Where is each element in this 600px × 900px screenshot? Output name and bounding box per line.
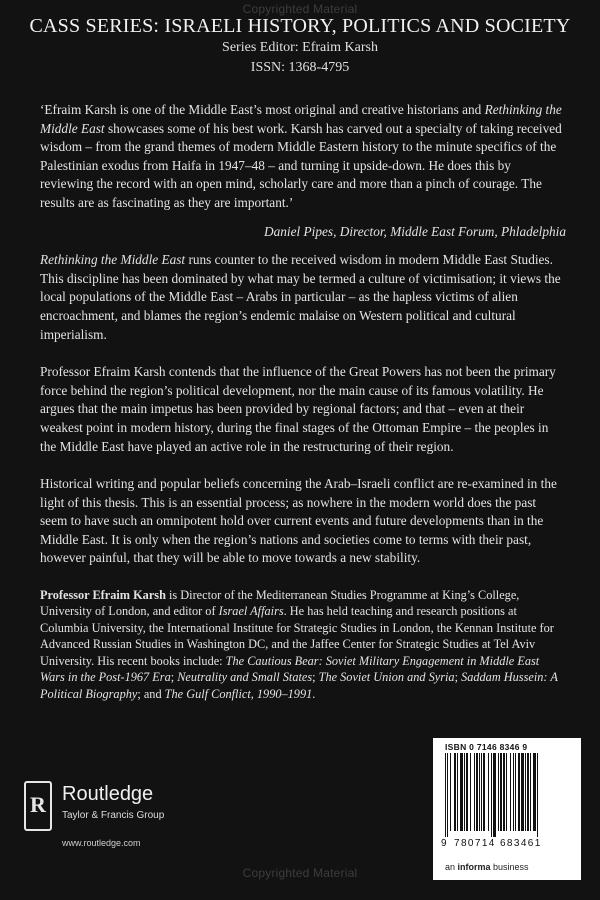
description-paragraph-1	[40, 251, 566, 344]
author-book-1: The Cautious Bear: Soviet Military Engagement in Middle East Wars in the Post-1967 Era	[40, 653, 540, 685]
barcode-bar	[503, 753, 505, 831]
informa-prefix: an	[445, 862, 458, 872]
quote-attribution: Daniel Pipes, Director, Middle East Forum, Phladelphia	[264, 223, 566, 239]
book-separator: ;	[454, 670, 462, 685]
barcode-bar	[498, 753, 499, 831]
bio-end: .	[312, 686, 316, 701]
para1-book-title: Rethinking the Middle East	[40, 252, 186, 268]
barcode-bar	[515, 753, 516, 831]
publisher-block	[24, 781, 324, 848]
barcode-bar	[466, 753, 468, 831]
author-journal: Israel Affairs	[218, 604, 284, 619]
back-cover-text	[40, 101, 566, 702]
barcode-bar	[470, 753, 471, 831]
informa-name: informa	[457, 862, 491, 872]
logo-letter: R	[30, 792, 46, 817]
barcode-bar	[464, 753, 465, 831]
barcode-bar	[488, 753, 489, 831]
barcode-bar	[527, 753, 529, 831]
watermark-bottom: Copyrighted Material	[242, 866, 358, 880]
series-title: CASS SERIES: ISRAELI HISTORY, POLITICS AND SOCIETY	[29, 15, 571, 37]
watermark-top: Copyrighted Material	[242, 2, 358, 16]
series-editor: Series Editor: Efraim Karsh	[222, 40, 378, 55]
para1-text: runs counter to the received wisdom in modern Middle East Studies. This discipline has been dominated by what may be termed a culture of victimisation; it views the local populations of the Middle East – Arabs in particular – as the hapless victims of alien encroachment, and blames the region’s endemic malaise on Western political and cultural imperialism.	[40, 252, 561, 342]
barcode-bar	[479, 753, 480, 831]
barcode-bar	[521, 753, 524, 831]
description-paragraph-3: Historical writing and popular beliefs concerning the Arab–Israeli conflict are re-examined in the light of this thesis. This is an essential process; as nowhere in the modern world does the past seem to have such an omnipotent hold over current events and future developments than in the Middle East. It is only when the region’s nations and societies come to terms with their past, however painful, that they will be able to move towards a new stability.	[40, 476, 557, 566]
book-separator: ;	[312, 670, 319, 685]
author-book-4: Saddam Hussein: A Political Biography	[40, 670, 558, 701]
barcode-bar	[510, 753, 511, 831]
quote-book-title: Rethinking the Middle East	[40, 102, 562, 136]
barcode-bar	[518, 753, 520, 831]
barcode-bar	[533, 753, 536, 831]
author-bio-text-2: . He has held teaching and research positions at Columbia University, the International Institute for Strategic Studies in London, the Kennan Institute for Advanced Russian Studies in Washington DC, and the Jaffee Center for Strategic Studies at Tel Aviv University. His recent books include:	[40, 604, 554, 668]
routledge-logo-glyph	[26, 783, 50, 829]
quote-text-start: ‘Efraim Karsh is one of the Middle East’s most original and creative historians and	[40, 102, 485, 117]
barcode-bar	[493, 753, 496, 837]
barcode-bar	[500, 753, 502, 831]
review-quote	[40, 101, 566, 213]
barcode-bar	[525, 753, 526, 831]
quote-text-end: showcases some of his best work. Karsh has carved out a specialty of taking received wisdom – from the grand themes of modern Middle Eastern history to the minute specifics of the Palestinian exodus from Haifa in 1947–48 – and turning it upside-down. He does this by reviewing the record with an open mind, scholarly care and more than a pinch of courage. The results are as fascinating as they are important.’	[40, 120, 562, 210]
author-book-5: The Gulf Conflict, 1990–1991	[164, 686, 313, 701]
publisher-group: Taylor & Francis Group	[62, 810, 165, 821]
author-book-3: The Soviet Union and Syria	[318, 670, 455, 685]
author-bio-text-1: is Director of the Mediterranean Studies Programme at King’s College, University of London, and editor of	[40, 588, 520, 619]
barcode-bar	[506, 753, 507, 831]
series-issn: ISSN: 1368-4795	[250, 60, 350, 75]
author-name: Professor Efraim Karsh	[40, 588, 166, 603]
series-header	[0, 14, 600, 78]
author-book-2: Neutrality and Small States	[177, 670, 313, 685]
barcode-bar	[460, 753, 463, 831]
barcode-first-digit: 9	[441, 838, 448, 849]
informa-suffix: business	[490, 862, 529, 872]
barcode-bar	[513, 753, 514, 831]
barcode-bar	[445, 753, 446, 837]
barcode-bar	[447, 753, 448, 837]
barcode-bar	[483, 753, 485, 831]
barcode-bar	[537, 753, 538, 837]
barcode-bar	[450, 753, 451, 831]
book-separator: ;	[170, 670, 178, 685]
barcode-bar	[476, 753, 478, 831]
author-bio	[40, 587, 566, 702]
routledge-logo-icon	[24, 781, 52, 831]
barcode-bar	[491, 753, 492, 837]
barcode-bar	[454, 753, 456, 831]
publisher-url: www.routledge.com	[62, 838, 141, 848]
description-paragraph-2: Professor Efraim Karsh contends that the influence of the Great Powers has not been the primary force behind the region’s political development, nor the main cause of its famous volatility. He argues that the main impetus has been provided by regional factors; and that – even at their weakest point in modern history, during the final stages of the Ottoman Empire – the peoples in the Middle East have played an active role in the restructuring of their region.	[40, 364, 556, 454]
barcode-bar	[457, 753, 458, 831]
barcode-digits: 780714 683461	[454, 838, 542, 849]
barcode-bar	[530, 753, 531, 831]
barcode-bar	[481, 753, 482, 831]
barcode-panel	[433, 738, 581, 880]
barcode-bar	[474, 753, 475, 831]
book-separator: ; and	[137, 686, 165, 701]
barcode-icon	[443, 753, 571, 837]
isbn-label: ISBN 0 7146 8346 9	[445, 742, 528, 752]
publisher-name: Routledge	[62, 783, 154, 805]
